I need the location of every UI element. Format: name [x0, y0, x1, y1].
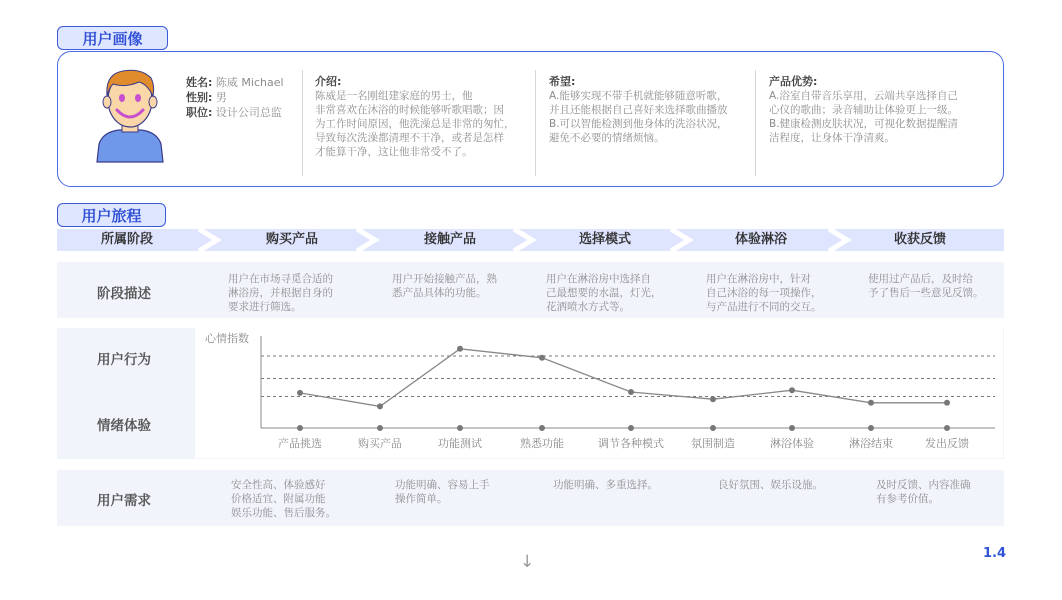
- data-point: [789, 387, 795, 393]
- down-arrow-icon: ↓: [520, 552, 535, 572]
- stage-label: 购买产品: [265, 232, 318, 247]
- hope-line: B.可以智能检测到他身体的洗浴状况，: [549, 118, 728, 130]
- journey-section-title: 用户旅程: [57, 203, 166, 227]
- description-cell: 使用过产品后，及时给 予了售后一些意见反馈。: [868, 273, 984, 299]
- data-point: [539, 355, 545, 361]
- stage-header: 所属阶段: [100, 232, 153, 247]
- needs-cell: 功能明确、多重选择。: [553, 479, 658, 491]
- data-point: [457, 346, 463, 352]
- persona-section-title: 用户画像: [57, 26, 168, 50]
- x-tick-label: 调节各种模式: [598, 437, 664, 450]
- intro-title: 介绍: [315, 75, 337, 88]
- name-label: 姓名: [186, 76, 208, 89]
- x-tick: [789, 425, 795, 431]
- stage-label: 接触产品: [423, 232, 476, 247]
- divider: [302, 70, 303, 176]
- needs-cell: 功能明确、容易上手 操作简单。: [395, 479, 490, 505]
- data-point: [377, 403, 383, 409]
- stage-label: 收获反馈: [893, 232, 946, 247]
- page-number: 1.4: [983, 546, 1007, 561]
- x-tick-label: 淋浴体验: [770, 437, 814, 450]
- x-tick: [539, 425, 545, 431]
- job-label: 职位: [186, 106, 208, 119]
- x-tick-label: 淋浴结束: [849, 437, 893, 450]
- advantage-line: 心仪的歌曲；录音辅助让体验更上一级。: [769, 104, 958, 116]
- avatar-icon: [93, 66, 167, 164]
- divider: [535, 70, 536, 176]
- needs-row-label: 用户需求: [97, 493, 151, 509]
- divider: [755, 70, 756, 176]
- data-point: [710, 396, 716, 402]
- x-tick-label: 产品挑选: [278, 437, 322, 450]
- name-value: 陈威 Michael: [215, 76, 284, 89]
- persona-advantage: 产品优势: A.浴室自带音乐享用，云端共享选择自己 心仪的歌曲；录音辅助让体验更上一级。 B.健康检测皮肤状况，可视化数据提醒清 洁程度，让身体干净清爽。: [769, 73, 989, 145]
- gender-label: 性别: [186, 91, 208, 104]
- x-tick-label: 氛围制造: [691, 437, 735, 450]
- data-point: [297, 390, 303, 396]
- x-tick: [868, 425, 874, 431]
- behavior-row-label: 用户行为: [97, 352, 151, 368]
- persona-basic-info: 姓名: 陈威 Michael 性别: 男 职位: 设计公司总监: [186, 76, 284, 119]
- emotion-row-label: 情绪体验: [97, 418, 151, 434]
- x-tick-label: 购买产品: [358, 437, 402, 450]
- data-point: [868, 400, 874, 406]
- hope-title: 希望: [549, 75, 571, 88]
- y-axis-label: 心情指数: [205, 332, 249, 345]
- emotion-line-chart: [195, 328, 1003, 458]
- persona-intro: 介绍: 陈威是一名刚组建家庭的男士，他 非常喜欢在沐浴的时候能够听歌唱歌；因 为工作时间原因，他洗澡总是非常的匆忙， 导致每次洗澡都清理不干净，或者是怎样 才能算干净，这让他非常受不了。: [315, 73, 530, 159]
- data-point: [944, 400, 950, 406]
- advantage-line: A.浴室自带音乐享用，云端共享选择自己: [769, 90, 958, 102]
- x-tick: [377, 425, 383, 431]
- hope-line: 并且还能根据自己喜好来选择歌曲播放: [549, 104, 728, 116]
- emotion-chart-area: [195, 328, 1003, 458]
- data-point: [628, 389, 634, 395]
- x-tick: [628, 425, 634, 431]
- intro-line: 才能算干净，这让他非常受不了。: [315, 146, 473, 158]
- hope-line: A.能够实现不带手机就能够随意听歌，: [549, 90, 728, 102]
- description-row-label: 阶段描述: [97, 286, 151, 302]
- x-tick: [944, 425, 950, 431]
- x-tick-label: 发出反馈: [925, 437, 969, 450]
- intro-line: 陈威是一名刚组建家庭的男士，他: [315, 90, 473, 102]
- description-cell: 用户在淋浴房中选择自 己最想要的水温，灯光， 花洒喷水方式等。: [546, 273, 662, 313]
- intro-line: 非常喜欢在沐浴的时候能够听歌唱歌；因: [315, 104, 504, 116]
- persona-hope: 希望: A.能够实现不带手机就能够随意听歌， 并且还能根据自己喜好来选择歌曲播放 B.可以智能检测到他身体的洗浴状况， 避免不必要的情绪烦恼。: [549, 73, 749, 145]
- needs-cell: 及时反馈、内容准确 有参考价值。: [876, 479, 971, 505]
- stage-label: 选择模式: [578, 232, 631, 247]
- x-tick: [297, 425, 303, 431]
- job-value: 设计公司总监: [215, 106, 282, 119]
- x-tick-label: 功能测试: [438, 437, 482, 450]
- x-tick: [457, 425, 463, 431]
- intro-line: 导致每次洗澡都清理不干净，或者是怎样: [315, 132, 504, 144]
- x-tick-label: 熟悉功能: [520, 437, 564, 450]
- gender-value: 男: [215, 91, 227, 104]
- description-cell: 用户开始接触产品，熟 悉产品具体的功能。: [392, 273, 497, 299]
- intro-line: 为工作时间原因，他洗澡总是非常的匆忙，: [315, 118, 515, 130]
- description-cell: 用户在市场寻觅合适的 淋浴房，并根据自身的 要求进行筛选。: [228, 273, 333, 313]
- needs-cell: 良好氛围、娱乐设施。: [718, 479, 823, 491]
- hope-line: 避免不必要的情绪烦恼。: [549, 132, 665, 144]
- needs-cell: 安全性高、体验感好 价格适宜、附属功能 娱乐功能、售后服务。: [231, 479, 336, 519]
- x-tick: [710, 425, 716, 431]
- description-cell: 用户在淋浴房中，针对 自己沐浴的每一项操作， 与产品进行不同的交互。: [706, 273, 822, 313]
- advantage-line: 洁程度，让身体干净清爽。: [769, 132, 895, 144]
- mood-series-line: [300, 349, 947, 407]
- advantage-title: 产品优势: [769, 75, 813, 88]
- stage-label: 体验淋浴: [734, 232, 787, 247]
- advantage-line: B.健康检测皮肤状况，可视化数据提醒清: [769, 118, 959, 130]
